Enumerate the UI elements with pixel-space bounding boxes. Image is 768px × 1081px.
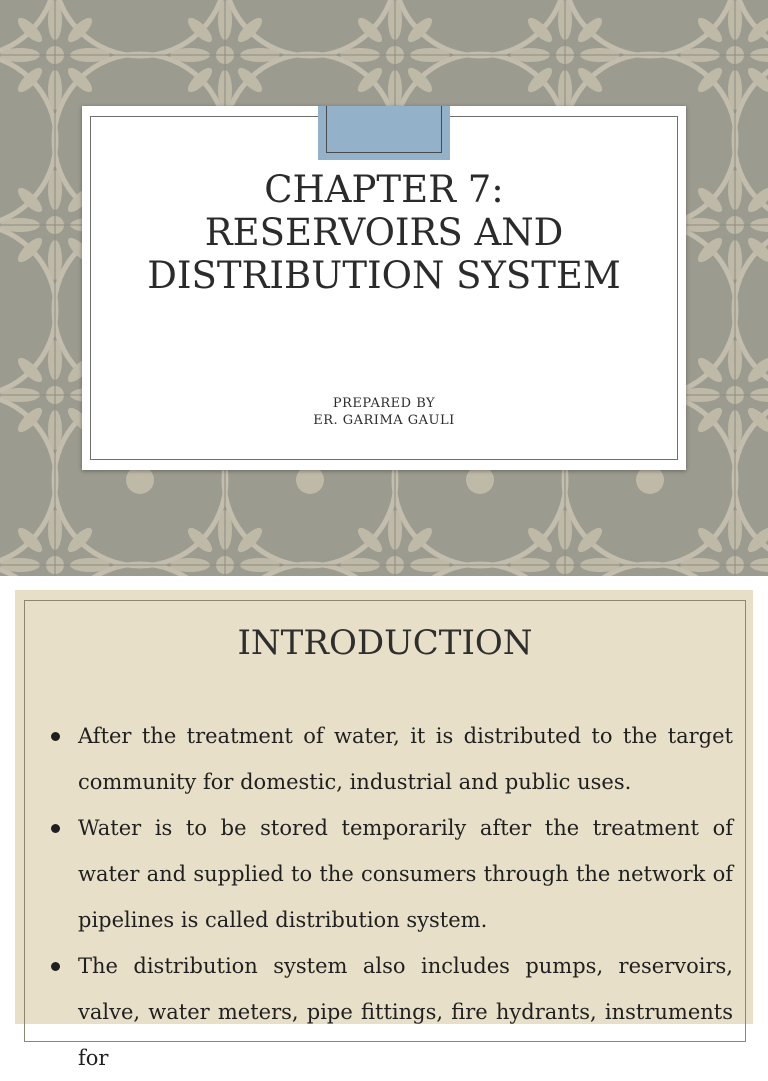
bullet-list: [49, 713, 733, 1081]
introduction-slide: [15, 590, 753, 1070]
bullet-icon: [51, 962, 60, 971]
bullet-item: [49, 713, 733, 805]
bullet-icon: [51, 732, 60, 741]
bullet-text: After the treatment of water, it is distributed to the target community for domestic, industrial and public uses.: [78, 724, 733, 794]
bullet-item: [49, 805, 733, 943]
title-card: [82, 106, 686, 470]
slide-frame: [24, 600, 746, 1070]
bullet-item: [49, 943, 733, 1081]
slide-title: [102, 168, 666, 297]
slide-title-line: DISTRIBUTION SYSTEM: [147, 254, 621, 297]
byline: [102, 395, 666, 429]
slide-title-line: RESERVOIRS AND: [204, 211, 564, 254]
bullet-icon: [51, 824, 60, 833]
introduction-title: INTRODUCTION: [237, 623, 533, 663]
title-card-tab: [318, 106, 450, 160]
slide-title-line: CHAPTER 7:: [264, 168, 504, 211]
prepared-by-label: PREPARED BY: [332, 396, 436, 411]
bullet-text: The distribution system also includes pumps, reservoirs, valve, water meters, pipe fittings, fire hydrants, instruments for: [78, 954, 733, 1070]
author-name: ER. GARIMA GAULI: [313, 413, 455, 428]
bullet-text: Water is to be stored temporarily after the treatment of water and supplied to the consumers through the network of pipelines is called distribution system.: [78, 816, 733, 932]
